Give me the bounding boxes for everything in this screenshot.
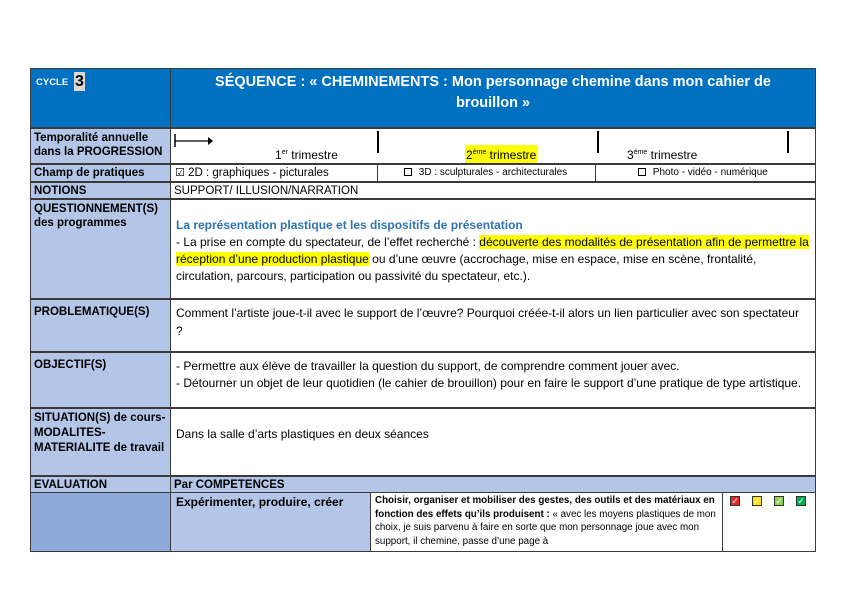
notions-label: NOTIONS <box>30 182 171 199</box>
questionnement-content <box>171 199 816 299</box>
questionnement-row <box>30 199 816 299</box>
timeline-tick-1 <box>377 131 379 153</box>
temporalite-label: Temporalité annuelle dans la PROGRESSION <box>30 128 171 164</box>
temporalite-timeline <box>171 128 816 164</box>
cycle-label: CYCLE <box>36 77 69 88</box>
situation-label: SITUATION(S) de cours- MODALITES-MATERIALITE de travail <box>30 408 171 476</box>
badge-lightgreen-icon[interactable]: ✓ <box>775 496 783 506</box>
champ-options <box>171 164 816 182</box>
competence-label: Expérimenter, produire, créer <box>171 493 371 552</box>
cycle-cell <box>30 68 171 128</box>
notions-row <box>30 182 816 199</box>
questionnement-label: QUESTIONNEMENT(S) des programmes <box>30 199 171 299</box>
questionnement-text: - La prise en compte du spectateur, de l’effet recherché : découverte des modalités de présentation afin de permettre la réception d’une production plastique ou d’une œuvre (accrochage, mise en espace, mise en scène, frontalité, circulation, parcours, participation ou passivité du spectateur, etc.). <box>176 235 809 283</box>
evaluation-label: EVALUATION <box>30 476 171 493</box>
situation-value: Dans la salle d’arts plastiques en deux séances <box>171 408 816 476</box>
evaluation-badges <box>723 493 816 552</box>
questionnement-title: La représentation plastique et les dispositifs de présentation <box>176 218 523 232</box>
notions-value: SUPPORT/ ILLUSION/NARRATION <box>171 182 816 199</box>
problematique-label: PROBLEMATIQUE(S) <box>30 299 171 352</box>
evaluation-value: Par COMPETENCES <box>171 476 816 493</box>
situation-row <box>30 408 816 476</box>
cycle-number: 3 <box>75 73 84 90</box>
header-row <box>30 68 816 128</box>
checkbox-icon[interactable] <box>404 168 412 176</box>
badge-red-icon[interactable]: ✓ <box>731 496 739 506</box>
objectif-row <box>30 352 816 408</box>
timeline-tick-2 <box>597 131 599 153</box>
badge-yellow-icon[interactable]: ✓ <box>753 496 761 506</box>
champ-row <box>30 164 816 182</box>
champ-option-2d[interactable]: ☑ 2D : graphiques - picturales <box>171 165 378 181</box>
checkbox-checked-icon[interactable]: ☑ <box>175 167 185 179</box>
sequence-title <box>171 68 816 128</box>
timeline-tick-3 <box>787 131 789 153</box>
objectif-content <box>171 352 816 408</box>
objectif-line-2: - Détourner un objet de leur quotidien (le cahier de brouillon) pour en faire le support d’une pratique de type artistique. <box>176 376 802 390</box>
objectif-line-1: - Permettre aux élève de travailler la question du support, de comprendre comment jouer avec. <box>176 359 680 373</box>
temporalite-row <box>30 128 816 164</box>
timeline-arrow-icon <box>174 133 214 149</box>
badge-green-icon[interactable]: ✓ <box>797 496 805 506</box>
trimestre-2: 2ème trimestre <box>465 145 537 163</box>
competence-description: Choisir, organiser et mobiliser des gestes, des outils et des matériaux en fonction des effets qu’ils produisent : « avec les moyens plastiques de mon choix, je suis parvenu à faire en sorte que mon personnage joue avec mon support, il chemine, passe d’une page à <box>371 493 723 552</box>
evaluation-detail-row <box>30 493 816 552</box>
champ-label: Champ de pratiques <box>30 164 171 182</box>
trimestre-1: 1er trimestre <box>275 148 338 162</box>
evaluation-empty-cell <box>30 493 171 552</box>
sequence-title-line2: brouillon » <box>455 95 531 111</box>
checkbox-icon[interactable] <box>638 168 646 176</box>
evaluation-row <box>30 476 816 493</box>
trimestre-3: 3ème trimestre <box>627 148 698 162</box>
problematique-value: Comment l’artiste joue-t-il avec le support de l’œuvre? Pourquoi créée-t-il alors un lien particulier avec son spectateur ? <box>171 299 816 352</box>
sequence-title-line1: SÉQUENCE : « CHEMINEMENTS : Mon personnage chemine dans mon cahier de <box>215 74 771 90</box>
problematique-row <box>30 299 816 352</box>
objectif-label: OBJECTIF(S) <box>30 352 171 408</box>
champ-option-photo[interactable]: Photo - vidéo - numérique <box>596 165 815 181</box>
champ-option-3d[interactable]: 3D : sculpturales - architecturales <box>378 165 596 181</box>
